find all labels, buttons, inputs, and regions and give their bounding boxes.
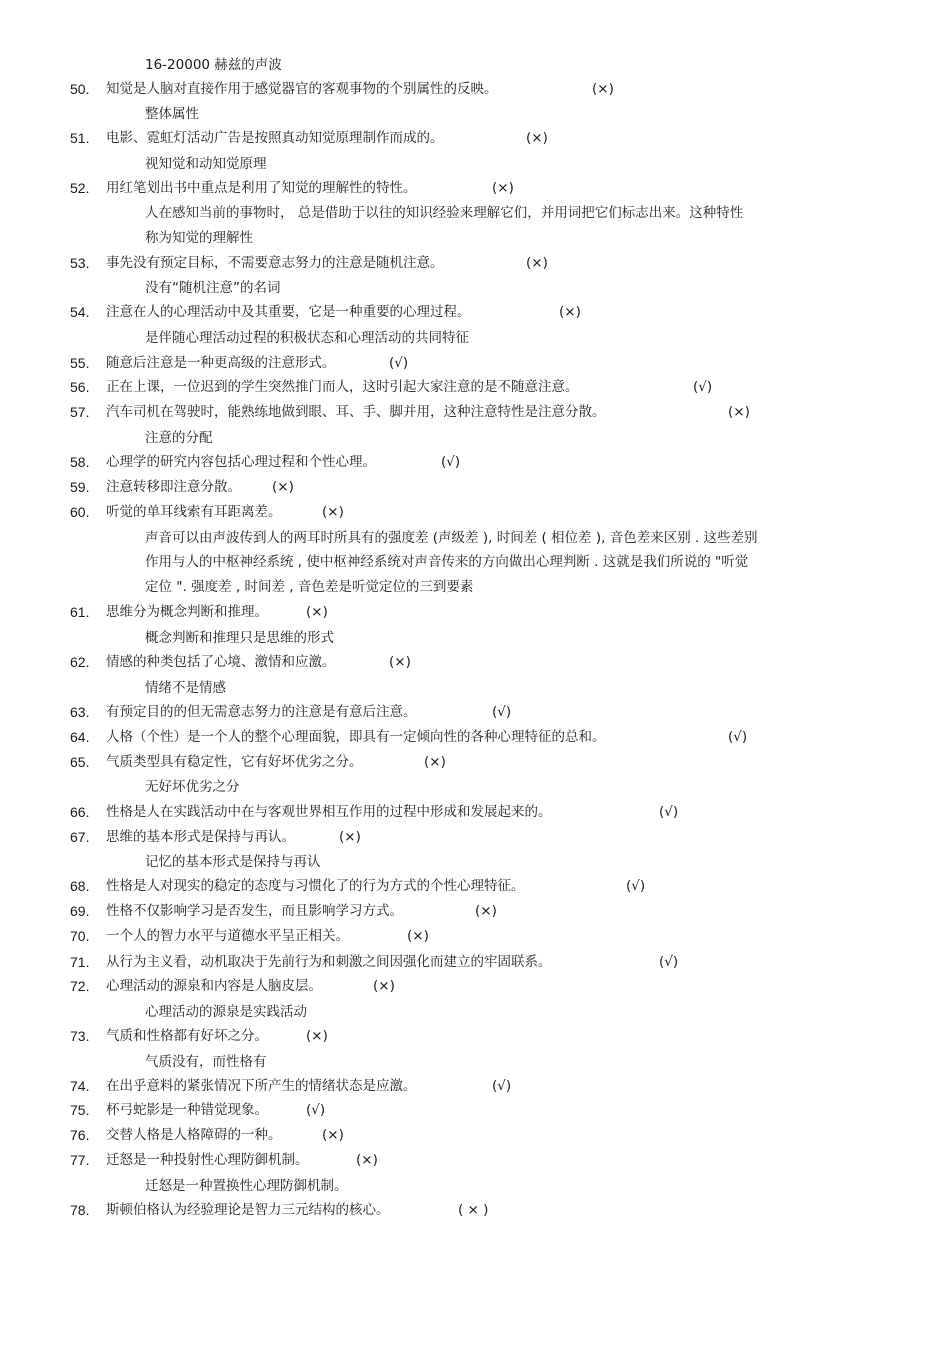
- item-number: 63.: [70, 704, 90, 720]
- item-answer: (√): [693, 379, 713, 395]
- item-number: 73.: [70, 1028, 90, 1044]
- item-answer: (×): [492, 180, 514, 196]
- item-number: 55.: [70, 355, 90, 371]
- item-note: 气质没有，而性格有: [145, 1054, 267, 1070]
- item-note: 记忆的基本形式是保持与再认: [145, 854, 321, 870]
- item-text: 情感的种类包括了心境、激情和应激。: [106, 654, 336, 670]
- item-note: 声音可以由声波传到人的两耳时所具有的强度差 (声级差 ), 时间差 ( 相位差 ), 音色差来区别 . 这些差别: [145, 530, 758, 546]
- item-number: 60.: [70, 504, 90, 520]
- item-answer: (×): [592, 81, 614, 97]
- item-note: 无好坏优劣之分: [145, 779, 240, 795]
- item-answer: (√): [492, 704, 512, 720]
- item-note: 视知觉和动知觉原理: [145, 156, 267, 172]
- item-answer: (×): [339, 829, 361, 845]
- item-text: 气质和性格都有好坏之分。: [106, 1028, 268, 1044]
- item-answer: (×): [475, 903, 497, 919]
- item-answer: (×): [322, 1127, 344, 1143]
- item-number: 61.: [70, 604, 90, 620]
- item-note: 概念判断和推理只是思维的形式: [145, 630, 334, 646]
- item-answer: (√): [659, 954, 679, 970]
- item-number: 77.: [70, 1152, 90, 1168]
- item-number: 51.: [70, 130, 90, 146]
- item-answer: (×): [526, 130, 548, 146]
- item-note: 人在感知当前的事物时， 总是借助于以往的知识经验来理解它们，并用词把它们标志出来。这种特性: [145, 205, 744, 221]
- item-answer: (√): [626, 878, 646, 894]
- item-text: 有预定目的的但无需意志努力的注意是有意后注意。: [106, 704, 417, 720]
- item-note: 没有“随机注意”的名词: [145, 280, 281, 296]
- item-number: 66.: [70, 804, 90, 820]
- item-number: 78.: [70, 1202, 90, 1218]
- item-text: 人格（个性）是一个人的整个心理面貌，即具有一定倾向性的各种心理特征的总和。: [106, 729, 606, 745]
- item-number: 58.: [70, 454, 90, 470]
- item-text: 正在上课，一位迟到的学生突然推门而人，这时引起大家注意的是不随意注意。: [106, 379, 579, 395]
- item-text: 气质类型具有稳定性，它有好坏优劣之分。: [106, 754, 363, 770]
- item-answer: (×): [728, 404, 750, 420]
- item-text: 性格是人对现实的稳定的态度与习惯化了的行为方式的个性心理特征。: [106, 878, 525, 894]
- item-text: 性格是人在实践活动中在与客观世界相互作用的过程中形成和发展起来的。: [106, 804, 552, 820]
- item-note: 作用与人的中枢神经系统 , 使中枢神经系统对声音传来的方向做出心理判断 . 这就是我们所说的 "听觉: [145, 554, 749, 570]
- item-text: 汽车司机在驾驶时，能熟练地做到眼、耳、手、脚并用，这种注意特性是注意分散。: [106, 404, 606, 420]
- item-number: 54.: [70, 304, 90, 320]
- item-note: 情绪不是情感: [145, 680, 226, 696]
- item-answer: ( × ): [458, 1202, 489, 1218]
- item-text: 注意转移即注意分散。: [106, 479, 241, 495]
- item-text: 一个人的智力水平与道德水平呈正相关。: [106, 928, 349, 944]
- item-number: 53.: [70, 255, 90, 271]
- item-answer: (×): [559, 304, 581, 320]
- item-number: 52.: [70, 180, 90, 196]
- item-note: 定位 ". 强度差 , 时间差 , 音色差是听觉定位的三到要素: [145, 579, 474, 595]
- item-answer: (×): [306, 604, 328, 620]
- item-answer: (×): [272, 479, 294, 495]
- item-text: 电影、霓虹灯活动广告是按照真动知觉原理制作而成的。: [106, 130, 444, 146]
- item-note: 是伴随心理活动过程的积极状态和心理活动的共同特征: [145, 330, 469, 346]
- item-number: 56.: [70, 379, 90, 395]
- item-number: 65.: [70, 754, 90, 770]
- item-number: 64.: [70, 729, 90, 745]
- item-answer: (×): [322, 504, 344, 520]
- item-number: 57.: [70, 404, 90, 420]
- item-answer: (×): [373, 978, 395, 994]
- item-answer: (×): [356, 1152, 378, 1168]
- item-note: 迁怒是一种置换性心理防御机制。: [145, 1178, 348, 1194]
- item-text: 心理活动的源泉和内容是人脑皮层。: [106, 978, 322, 994]
- item-answer: (×): [424, 754, 446, 770]
- item-text: 从行为主义看，动机取决于先前行为和刺激之间因强化而建立的牢固联系。: [106, 954, 552, 970]
- header-note: 16-20000 赫兹的声波: [145, 57, 282, 73]
- item-answer: (√): [389, 355, 409, 371]
- item-answer: (×): [407, 928, 429, 944]
- item-text: 在出乎意料的紧张情况下所产生的情绪状态是应激。: [106, 1078, 417, 1094]
- item-text: 心理学的研究内容包括心理过程和个性心理。: [106, 454, 376, 470]
- item-text: 迁怒是一种投射性心理防御机制。: [106, 1152, 309, 1168]
- item-text: 斯顿伯格认为经验理论是智力三元结构的核心。: [106, 1202, 390, 1218]
- item-note: 称为知觉的理解性: [145, 230, 253, 246]
- item-text: 思维分为概念判断和推理。: [106, 604, 268, 620]
- item-note: 整体属性: [145, 106, 199, 122]
- item-answer: (√): [441, 454, 461, 470]
- item-text: 注意在人的心理活动中及其重要，它是一种重要的心理过程。: [106, 304, 471, 320]
- item-answer: (√): [492, 1078, 512, 1094]
- item-text: 杯弓蛇影是一种错觉现象。: [106, 1102, 268, 1118]
- item-text: 事先没有预定目标，不需要意志努力的注意是随机注意。: [106, 255, 444, 271]
- item-number: 76.: [70, 1127, 90, 1143]
- item-text: 性格不仅影响学习是否发生，而且影响学习方式。: [106, 903, 403, 919]
- item-number: 70.: [70, 928, 90, 944]
- item-note: 注意的分配: [145, 430, 213, 446]
- item-text: 随意后注意是一种更高级的注意形式。: [106, 355, 336, 371]
- item-number: 68.: [70, 878, 90, 894]
- item-text: 知觉是人脑对直接作用于感觉器官的客观事物的个别属性的反映。: [106, 81, 498, 97]
- item-number: 50.: [70, 81, 90, 97]
- item-answer: (×): [526, 255, 548, 271]
- item-number: 72.: [70, 978, 90, 994]
- item-text: 交替人格是人格障碍的一种。: [106, 1127, 282, 1143]
- item-number: 71.: [70, 954, 90, 970]
- item-number: 69.: [70, 903, 90, 919]
- item-number: 75.: [70, 1102, 90, 1118]
- item-text: 听觉的单耳线索有耳距离差。: [106, 504, 282, 520]
- item-answer: (√): [306, 1102, 326, 1118]
- item-answer: (√): [728, 729, 748, 745]
- item-number: 59.: [70, 479, 90, 495]
- item-answer: (√): [659, 804, 679, 820]
- item-text: 思维的基本形式是保持与再认。: [106, 829, 295, 845]
- item-number: 67.: [70, 829, 90, 845]
- item-number: 62.: [70, 654, 90, 670]
- item-note: 心理活动的源泉是实践活动: [145, 1004, 307, 1020]
- item-answer: (×): [389, 654, 411, 670]
- item-text: 用红笔划出书中重点是利用了知觉的理解性的特性。: [106, 180, 417, 196]
- item-number: 74.: [70, 1078, 90, 1094]
- item-answer: (×): [306, 1028, 328, 1044]
